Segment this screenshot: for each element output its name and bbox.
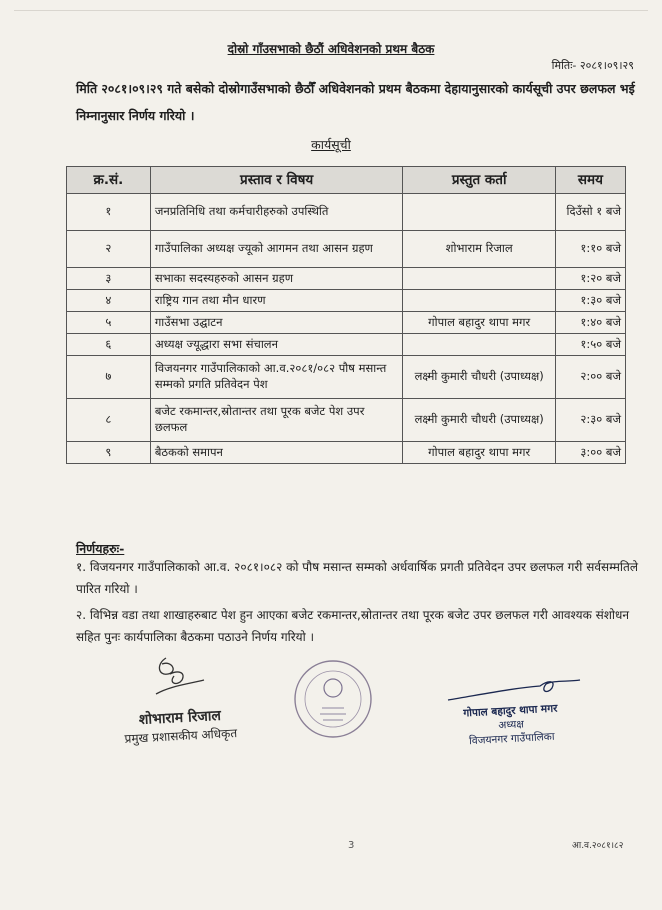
- row-presenter: शोभाराम रिजाल: [403, 231, 555, 268]
- row-serial: ६: [67, 334, 151, 356]
- row-serial: ८: [67, 399, 151, 442]
- table-row: [67, 399, 626, 442]
- table-row: [67, 268, 626, 290]
- row-time: १:३० बजे: [555, 290, 625, 312]
- agenda-table: [66, 166, 626, 464]
- table-row: [67, 334, 626, 356]
- right-signatory-role: अध्यक्ष: [497, 718, 525, 732]
- row-subject: राष्ट्रिय गान तथा मौन धारण: [150, 290, 403, 312]
- left-signature-block: [123, 705, 237, 747]
- left-signatory-name: शोभाराम रिजाल: [138, 707, 222, 729]
- agenda-heading: कार्यसूची: [311, 137, 351, 152]
- row-presenter: [403, 290, 555, 312]
- row-presenter: गोपाल बहादुर थापा मगर: [403, 442, 555, 464]
- row-presenter: [403, 268, 555, 290]
- row-presenter: लक्ष्मी कुमारी चौधरी (उपाध्यक्ष): [403, 356, 555, 399]
- document-date: मितिः- २०८१।०९।२९: [551, 59, 634, 72]
- right-signatory-name: गोपाल बहादुर थापा मगर: [463, 702, 558, 720]
- row-serial: ३: [67, 268, 151, 290]
- right-signatory-org: विजयनगर गाउँपालिका: [468, 730, 555, 748]
- right-signature-block: [463, 702, 559, 749]
- row-serial: ७: [67, 356, 151, 399]
- decision-item-1: १. विजयनगर गाउँपालिकाको आ.व. २०८१।०८२ को पौष मसान्त सम्मको अर्धवार्षिक प्रगती प्रतिवेदन उपर छलफल गरी सर्वसम्मतिले पारित गरियो ।: [76, 560, 638, 596]
- header-presenter: प्रस्तुत कर्ता: [403, 167, 555, 194]
- row-subject: बजेट रकमान्तर,स्रोतान्तर तथा पूरक बजेट पेश उपर छलफल: [150, 399, 403, 442]
- intro-paragraph: मिति २०८१।०९।२९ गते बसेको दोस्रोगाउँसभाको छैठौँ अधिवेशनको प्रथम बैठकमा देहायानुसारको कार्यसूची उपर छलफल भई निम्नानुसार निर्णय गरियो ।: [76, 81, 635, 123]
- row-time: २:०० बजे: [555, 356, 625, 399]
- agenda-header-row: [67, 167, 626, 194]
- table-row: [67, 442, 626, 464]
- table-row: [67, 312, 626, 334]
- row-subject: अध्यक्ष ज्यूद्धारा सभा संचालन: [150, 334, 403, 356]
- row-serial: २: [67, 231, 151, 268]
- table-row: [67, 290, 626, 312]
- header-subject: प्रस्ताव र विषय: [150, 167, 403, 194]
- row-subject: गाउँपालिका अध्यक्ष ज्यूको आगमन तथा आसन ग्रहण: [150, 231, 403, 268]
- row-time: दिउँसो १ बजे: [555, 194, 625, 231]
- row-time: ३:०० बजे: [555, 442, 625, 464]
- header-time: समय: [555, 167, 625, 194]
- left-signatory-role: प्रमुख प्रशासकीय अधिकृत: [124, 726, 238, 746]
- right-signature-scribble: [444, 676, 584, 706]
- header-serial: क्र.सं.: [67, 167, 151, 194]
- top-rule: [14, 10, 648, 11]
- row-time: १:२० बजे: [555, 268, 625, 290]
- official-seal: [292, 658, 374, 740]
- row-subject: बैठकको समापन: [150, 442, 403, 464]
- row-presenter: [403, 194, 555, 231]
- table-row: [67, 194, 626, 231]
- row-time: २:३० बजे: [555, 399, 625, 442]
- row-presenter: लक्ष्मी कुमारी चौधरी (उपाध्यक्ष): [403, 399, 555, 442]
- row-time: १:१० बजे: [555, 231, 625, 268]
- row-presenter: [403, 334, 555, 356]
- decision-item-2: २. विभिन्न वडा तथा शाखाहरुबाट पेश हुन आएका बजेट रकमान्तर,स्रोतान्तर तथा पूरक बजेट उपर छलफल गरी आवश्यक संशोधन सहित पुनः कार्यपालिका बैठकमा पठाउने निर्णय गरियो ।: [76, 608, 630, 644]
- row-serial: ९: [67, 442, 151, 464]
- row-serial: ४: [67, 290, 151, 312]
- row-serial: १: [67, 194, 151, 231]
- decisions-heading: निर्णयहरुः-: [76, 541, 125, 556]
- table-row: [67, 356, 626, 399]
- row-subject: विजयनगर गाउँपालिकाको आ.व.२०८१/०८२ पौष मसान्त सम्मको प्रगति प्रतिवेदन पेश: [150, 356, 403, 399]
- row-serial: ५: [67, 312, 151, 334]
- left-signature-scribble: [148, 650, 208, 700]
- footer-code: आ.व.२०८१।८२: [572, 841, 624, 851]
- row-subject: जनप्रतिनिधि तथा कर्मचारीहरुको उपस्थिति: [150, 194, 403, 231]
- row-subject: गाउँसभा उद्घाटन: [150, 312, 403, 334]
- row-time: १:४० बजे: [555, 312, 625, 334]
- page-number: 3: [348, 840, 355, 851]
- table-row: [67, 231, 626, 268]
- row-subject: सभाका सदस्यहरुको आसन ग्रहण: [150, 268, 403, 290]
- row-time: १:५० बजे: [555, 334, 625, 356]
- row-presenter: गोपाल बहादुर थापा मगर: [403, 312, 555, 334]
- document-title: दोस्रो गाँउसभाको छैठौं अधिवेशनको प्रथम बैठक: [227, 42, 435, 56]
